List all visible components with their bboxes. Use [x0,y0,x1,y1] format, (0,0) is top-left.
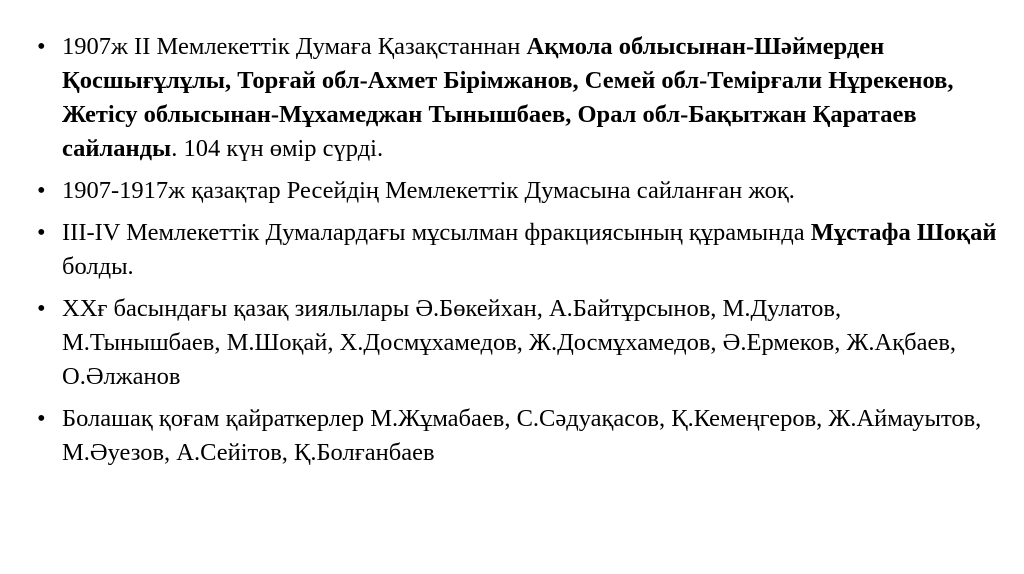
bullet-text [62,219,997,280]
bullet-icon: • [37,219,46,246]
bullet-text [62,177,795,204]
text-segment-bold: Мұстафа Шоқай [810,219,997,246]
bullet-list [37,30,997,478]
bullet-item-muslim-faction [37,216,997,284]
text-segment: Болашақ қоғам қайраткерлер М.Жұмабаев, С.Сәдуақасов, Қ.Кемеңгеров, Ж.Аймауытов, М.Әуезов, А.Сейітов, Қ.Болғанбаев [62,405,982,466]
bullet-icon: • [37,405,46,432]
text-segment: . 104 күн өмір сүрді. [171,135,384,162]
bullet-item-intelligentsia [37,292,997,394]
text-segment: XXғ басындағы қазақ зиялылары Ә.Бөкейхан, А.Байтұрсынов, М.Дулатов, М.Тынышбаев, М.Шоқай, Х.Досмұхамедов, Ж.Досмұхамедов, Ә.Ермеков, Ж.Ақбаев, О.Әлжанов [62,295,957,390]
bullet-item-public-figures [37,402,997,470]
bullet-item-not-elected [37,174,997,208]
text-segment-bold: Ақмола облысынан-Шәймерден Қосшығұлұлы, Торғай обл-Ахмет Бірімжанов, Семей обл-Темірғали Нұрекенов, Жетісу облысынан-Мұхамеджан Тынышбаев, Орал обл-Бақытжан Қаратаев сайланды [62,33,954,162]
bullet-text [62,405,981,466]
bullet-item-duma-elections [37,30,997,166]
text-segment: болды. [62,253,134,280]
bullet-icon: • [37,177,46,204]
bullet-text [62,33,954,162]
bullet-icon: • [37,295,46,322]
text-segment: 1907ж II Мемлекеттік Думаға Қазақстаннан [62,33,527,60]
bullet-icon: • [37,33,46,60]
text-segment: 1907-1917ж қазақтар Ресейдің Мемлекеттік Думасына сайланған жоқ. [62,177,795,204]
text-segment: III-IV Мемлекеттік Думалардағы мұсылман фракциясының құрамында [62,219,811,246]
bullet-text [62,295,956,390]
